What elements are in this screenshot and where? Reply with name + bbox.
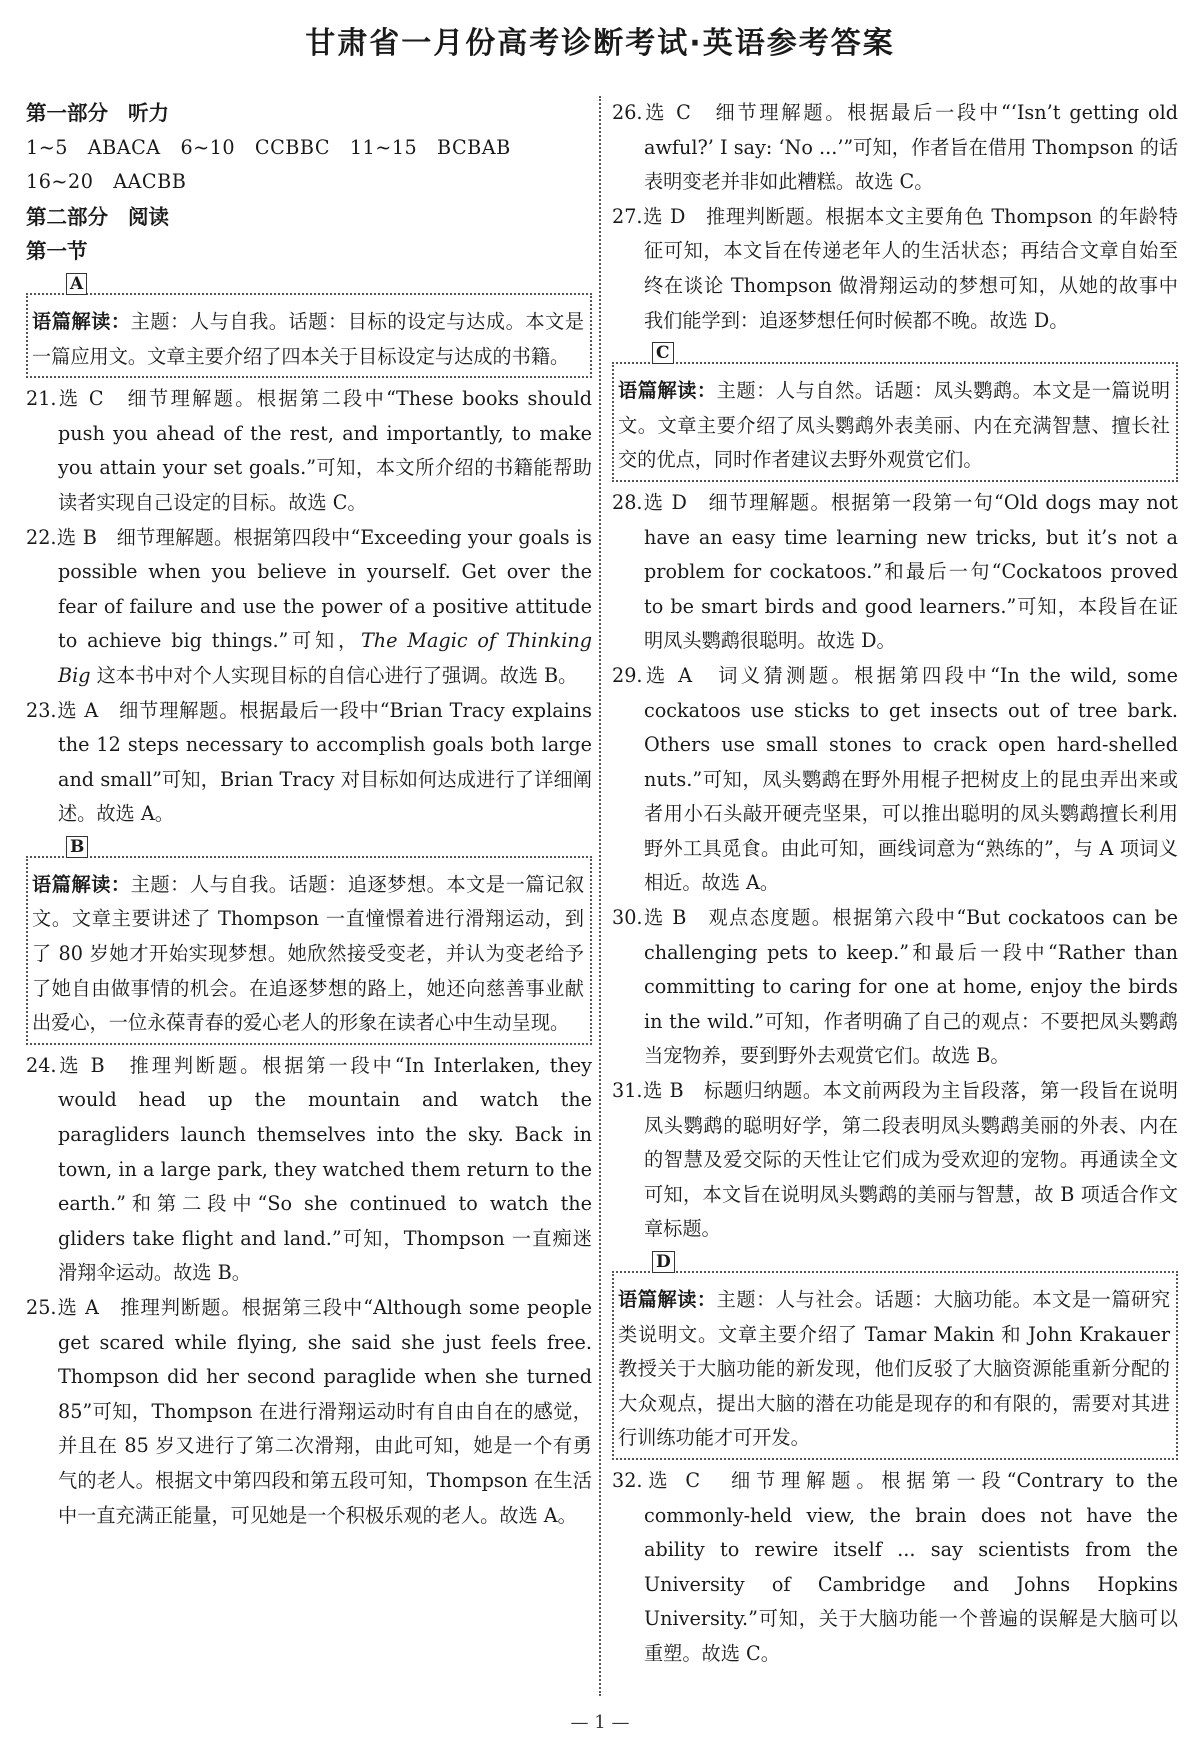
passage-a-tag-row <box>26 275 592 293</box>
question-31 <box>612 1074 1178 1247</box>
question-29 <box>612 659 1178 901</box>
page-title: 甘肃省一月份高考诊断考试·英语参考答案 <box>305 26 895 61</box>
passage-a-tag: A <box>66 273 87 295</box>
question-21-text: 选 C 细节理解题。根据第二段中“These books should push you ahead of the rest, and importantly, to make you attain your set goals.”可知，本文所介绍的书籍能帮助读者实现自己设定的目标。故选 C。 <box>56 387 592 514</box>
question-30 <box>612 901 1178 1074</box>
question-32-text: 选 C 细节理解题。根据第一段“Contrary to the commonly-held view, the brain does not have the ability to rewire itself ... say scientists from the University of Cambridge and Johns Hopkins University.”可知，关于大脑功能一个普遍的误解是大脑可以重塑。故选 C。 <box>642 1468 1178 1665</box>
question-28-text: 选 D 细节理解题。根据第一段第一句“Old dogs may not have an easy time learning new tricks, but it’s not a problem for cockatoos.”和最后一句“Cockatoos proved to be smart birds and good learners.”可知，本段旨在证明凤头鹦鹉很聪明。故选 D。 <box>642 490 1178 653</box>
question-23-num: 23. <box>26 698 57 722</box>
passage-d-summary-box <box>612 1271 1178 1460</box>
part1-name: 听力 <box>128 101 169 125</box>
question-30-num: 30. <box>612 906 643 930</box>
listening-answers-line-1: 1~5 ABACA 6~10 CCBBC 11~15 BCBAB <box>26 135 511 159</box>
passage-d-tag: D <box>652 1251 675 1273</box>
question-25-num: 25. <box>26 1296 57 1319</box>
passage-c-tag-row <box>612 344 1178 362</box>
passage-c-summary: 主题：人与自然。话题：凤头鹦鹉。本文是一篇说明文。文章主要介绍了凤头鹦鹉外表美丽、内在充满智慧、擅长社交的优点，同时作者建议去野外观赏它们。 <box>618 379 1171 472</box>
passage-b-tag-row <box>26 838 592 856</box>
question-27-num: 27. <box>612 204 643 228</box>
question-23-text: 选 A 细节理解题。根据最后一段中“Brian Tracy explains the 12 steps necessary to accomplish goals both large and small”可知，Brian Tracy 对目标如何达成进行了详细阐述。故选 A。 <box>56 698 592 826</box>
question-25 <box>26 1291 592 1533</box>
section1-heading: 第一节 <box>26 239 88 264</box>
part1-label: 第一部分 <box>26 101 108 125</box>
question-22-num: 22. <box>26 525 57 549</box>
question-22-pre: 选 B 细节理解题。根据第四段中“Exceeding your goals is possible when you believe in yourself. Get over the fear of failure and use the power of a positive attitude to achieve big things.”可知， <box>56 525 592 653</box>
question-26-text: 选 C 细节理解题。根据最后一段中“‘Isn’t getting old awful?’ I say: ‘No ...’”可知，作者旨在借用 Thompson 的话表明变老并非如此糟糕。故选 C。 <box>642 101 1178 194</box>
question-22-post: 这本书中对个人实现目标的自信心进行了强调。故选 B。 <box>90 663 578 687</box>
question-28 <box>612 486 1178 659</box>
question-27 <box>612 200 1178 338</box>
right-column <box>612 96 1178 1672</box>
passage-a-summary-box <box>26 293 592 378</box>
passage-c-summary-box <box>612 362 1178 482</box>
question-21-num: 21. <box>26 387 57 411</box>
question-22 <box>26 521 592 694</box>
question-22-book-title: The Magic of Thinking Big <box>58 629 592 687</box>
listening-answers-line-2: 16~20 AACBB <box>26 170 187 194</box>
question-26-num: 26. <box>612 101 643 124</box>
part2-label: 第二部分 <box>26 204 108 229</box>
question-32-num: 32. <box>612 1468 643 1492</box>
part1-heading <box>26 96 592 131</box>
left-column <box>26 96 592 1533</box>
passage-b-summary-box <box>26 856 592 1045</box>
passage-b-summary-label: 语篇解读： <box>32 872 131 896</box>
question-26 <box>612 96 1178 200</box>
passage-c-summary-label: 语篇解读： <box>618 379 717 403</box>
passage-a-summary: 主题：人与自我。话题：目标的设定与达成。本文是一篇应用文。文章主要介绍了四本关于目标设定与达成的书籍。 <box>32 309 585 368</box>
question-25-text: 选 A 推理判断题。根据第三段中“Although some people get scared while flying, she said she just feels free. Thompson did her second paraglide when she turned 85”可知，Thompson 在进行滑翔运动时有自由自在的感觉，并且在 85 岁又进行了第二次滑翔，由此可知，她是一个有勇气的老人。根据文中第四段和第五段可知，Thompson 在生活中一直充满正能量，可见她是一个积极乐观的老人。故选 A。 <box>56 1296 592 1527</box>
passage-c-tag: C <box>652 342 674 364</box>
part2-heading <box>26 200 592 235</box>
question-30-text: 选 B 观点态度题。根据第六段中“But cockatoos can be challenging pets to keep.”和最后一段中“Rather than committing to caring for one at home, enjoy the birds in the wild.”可知，作者明确了自己的观点：不要把凤头鹦鹉当宠物养，要到野外去观赏它们。故选 B。 <box>642 906 1178 1068</box>
question-24 <box>26 1049 592 1291</box>
question-27-text: 选 D 推理判断题。根据本文主要角色 Thompson 的年龄特征可知，本文旨在传递老年人的生活状态；再结合文章自始至终在谈论 Thompson 做滑翔运动的梦想可知，从她的故事中我们能学到：追逐梦想任何时候都不晚。故选 D。 <box>642 204 1178 332</box>
question-32 <box>612 1464 1178 1672</box>
question-31-text: 选 B 标题归纳题。本文前两段为主旨段落，第一段旨在说明凤头鹦鹉的聪明好学，第二段表明凤头鹦鹉美丽的外表、内在的智慧及爱交际的天性让它们成为受欢迎的宠物。再通读全文可知，本文旨在说明凤头鹦鹉的美丽与智慧，故 B 项适合作文章标题。 <box>642 1079 1178 1241</box>
question-29-text: 选 A 词义猜测题。根据第四段中“In the wild, some cockatoos use sticks to get insects out of tree bark. Others use small stones to crack open hard-shelled nuts.”可知，凤头鹦鹉在野外用棍子把树皮上的昆虫弄出来或者用小石头敲开硬壳坚果，可以推出聪明的凤头鹦鹉擅长利用野外工具觅食。由此可知，画线词意为“熟练的”，与 A 项词义相近。故选 A。 <box>642 663 1178 895</box>
question-29-num: 29. <box>612 663 643 687</box>
passage-d-summary: 主题：人与社会。话题：大脑功能。本文是一篇研究类说明文。文章主要介绍了 Tamar Makin 和 John Krakauer 教授关于大脑功能的新发现，他们反驳了大脑资源能重新分配的大众观点，提出大脑的潜在功能是现存的和有限的，需要对其进行训练功能才可开发。 <box>618 1288 1171 1450</box>
passage-a-summary-label: 语篇解读： <box>32 309 131 333</box>
passage-d-summary-label: 语篇解读： <box>618 1288 717 1311</box>
passage-b-summary: 主题：人与自我。话题：追逐梦想。本文是一篇记叙文。文章主要讲述了 Thompson 一直憧憬着进行滑翔运动，到了 80 岁她才开始实现梦想。她欣然接受变老，并认为变老给予了她自由做事情的机会。在追逐梦想的路上，她还向慈善事业献出爱心，一位永葆青春的爱心老人的形象在读者心中生动呈现。 <box>32 872 585 1035</box>
question-24-num: 24. <box>26 1053 57 1077</box>
column-divider <box>599 96 601 1696</box>
question-24-text: 选 B 推理判断题。根据第一段中“In Interlaken, they would head up the mountain and watch the paragliders launch themselves into the sky. Back in town, in a large park, they watched them return to the earth.”和第二段中“So she continued to watch the gliders take flight and land.”可知，Thompson 一直痴迷滑翔伞运动。故选 B。 <box>56 1053 592 1285</box>
part2-name: 阅读 <box>128 204 169 229</box>
question-31-num: 31. <box>612 1079 643 1103</box>
passage-d-tag-row <box>612 1253 1178 1271</box>
question-21 <box>26 382 592 520</box>
page-number: — 1 — <box>570 1712 630 1733</box>
passage-b-tag: B <box>66 836 88 858</box>
question-23 <box>26 694 592 832</box>
question-28-num: 28. <box>612 490 643 514</box>
